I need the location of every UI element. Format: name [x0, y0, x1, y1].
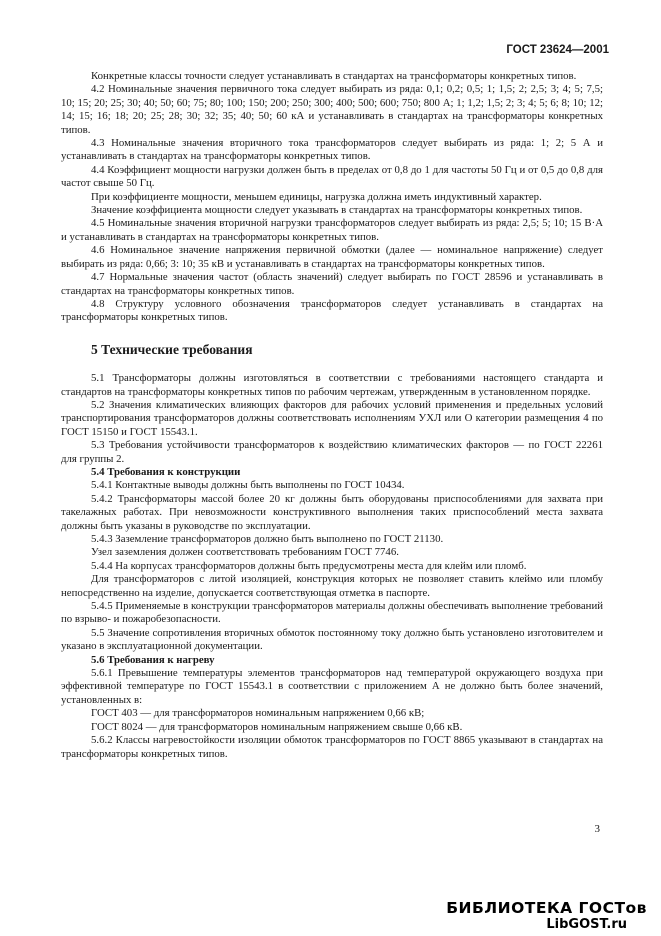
- paragraph-5-4-3: 5.4.3 Заземление трансформаторов должно быть выполнено по ГОСТ 21130.: [91, 533, 444, 545]
- paragraph-4-4: 4.4 Коэффициент мощности нагрузки должен быть в пределах от 0,8 до 1 для частоты 50 Гц и от 0,5 до 0,8 для частот свыше 50 Гц.: [61, 163, 603, 190]
- paragraph-5-6-1: 5.6.1 Превышение температуры элементов трансформаторов над температурой окружающего воздуха при эффективной температуре по ГОСТ 15543.1 в соответствии с приложением А не должно быть более значений, установленных в:: [61, 667, 603, 706]
- paragraph-4-4-note: При коэффициенте мощности, меньшем единицы, нагрузка должна иметь индуктивный характер.: [91, 190, 542, 203]
- paragraph-5-3: 5.3 Требования устойчивости трансформаторов к воздействию климатических факторов — по ГОСТ 22261 для группы 2.: [61, 439, 603, 465]
- document-body: [61, 70, 603, 761]
- paragraph-5-4-5: 5.4.5 Применяемые в конструкции трансформаторов материалы должны обеспечивать выполнение требований по взрыво- и пожаробезопасности.: [61, 600, 603, 626]
- paragraph-5-1: 5.1 Трансформаторы должны изготовляться в соответствии с требованиями настоящего стандарта и стандартов на трансформаторы конкретных типов по рабочим чертежам, утвержденным в установленном порядке.: [61, 372, 603, 398]
- paragraph-5-2: 5.2 Значения климатических влияющих факторов для рабочих условий применения и предельных условий транспортирования трансформаторов должны соответствовать исполнениям УХЛ или О категории размещения 4 по ГОСТ 15150 и ГОСТ 15543.1.: [61, 398, 603, 438]
- standard-header: ГОСТ 23624—2001: [506, 44, 609, 56]
- paragraph-5-4-4-note: Для трансформаторов с литой изоляцией, конструкция которых не позволяет ставить клеймо или пломбу непосредственно на изделие, допускается соответствующая отметка в паспорте.: [61, 573, 603, 599]
- paragraph-gost-8024: ГОСТ 8024 — для трансформаторов номинальным напряжением свыше 0,66 кВ.: [91, 720, 463, 733]
- page-number: 3: [594, 823, 600, 835]
- subsection-5-6-title: 5.6 Требования к нагреву: [91, 653, 215, 666]
- watermark-line1: БИБЛИОТЕКА ГОСТов: [446, 899, 647, 917]
- paragraph-5-6-2: 5.6.2 Классы нагревостойкости изоляции обмоток трансформаторов по ГОСТ 8865 указывают в стандартах на трансформаторы конкретных типов.: [61, 734, 603, 760]
- subsection-5-4-title: 5.4 Требования к конструкции: [91, 465, 241, 478]
- watermark: [446, 900, 647, 932]
- paragraph-5-4-1: 5.4.1 Контактные выводы должны быть выполнены по ГОСТ 10434.: [91, 479, 405, 492]
- paragraph-4-2: 4.2 Номинальные значения первичного тока следует выбирать из ряда: 0,1; 0,2; 0,5; 1; 1,5; 2; 2,5; 3; 4; 5; 7,5; 10; 15; 20; 25; 30; 40; 50; 60; 75; 80; 100; 150; 200; 250; 300; 400; 500; 600; 750; 800 А; 1; 1,2; 1,5; 2; 3; 4; 5; 6; 8; 10; 12; 14; 15; 16; 18; 20; 25; 28; 30; 32; 35; 40; 50; 60 кА и устанавливать в стандартах на трансформаторы конкретных типов.: [61, 83, 603, 136]
- paragraph-4-1-cont: Конкретные классы точности следует устанавливать в стандартах на трансформаторы конкретных типов.: [91, 70, 577, 82]
- paragraph-4-7: 4.7 Нормальные значения частот (область значений) следует выбирать по ГОСТ 28596 и устанавливать в стандартах на трансформаторы конкретных типов.: [61, 271, 603, 297]
- paragraph-4-8: 4.8 Структуру условного обозначения трансформаторов следует устанавливать в стандартах на трансформаторы конкретных типов.: [61, 297, 603, 324]
- paragraph-5-5: 5.5 Значение сопротивления вторичных обмоток постоянному току должно быть установлено изготовителем и указано в эксплуатационной документации.: [61, 626, 603, 653]
- paragraph-4-4-note2: Значение коэффициента мощности следует указывать в стандартах на трансформаторы конкретных типов.: [91, 204, 583, 217]
- watermark-line2: LibGOST.ru: [546, 917, 627, 932]
- paragraph-gost-403: ГОСТ 403 — для трансформаторов номинальным напряжением 0,66 кВ;: [91, 707, 425, 720]
- paragraph-4-6: 4.6 Номинальное значение напряжения первичной обмотки (далее — номинальное напряжение) следует выбирать из ряда: 0,66; 3: 10; 35 кВ и устанавливать в стандартах на трансформаторы конкретных типов.: [61, 244, 603, 270]
- section-title: 5 Технические требования: [91, 341, 253, 357]
- paragraph-4-5: 4.5 Номинальные значения вторичной нагрузки трансформаторов следует выбирать из ряда: 2,5; 5; 10; 15 В·А и устанавливать в стандартах на трансформаторы конкретных типов.: [61, 217, 603, 243]
- paragraph-5-4-2: 5.4.2 Трансформаторы массой более 20 кг должны быть оборудованы приспособлениями для захвата при такелажных работах. При невозможности конструктивного выполнения таких приспособлений места захвата должны быть указаны в руководстве по эксплуатации.: [61, 492, 603, 532]
- paragraph-5-4-3-note: Узел заземления должен соответствовать требованиям ГОСТ 7746.: [91, 546, 399, 559]
- paragraph-4-3: 4.3 Номинальные значения вторичного тока трансформаторов следует выбирать из ряда: 1; 2; 5 А и устанавливать в стандартах на трансформаторы конкретных типов.: [61, 137, 603, 163]
- paragraph-5-4-4: 5.4.4 На корпусах трансформаторов должны быть предусмотрены места для клейм или пломб.: [91, 559, 527, 572]
